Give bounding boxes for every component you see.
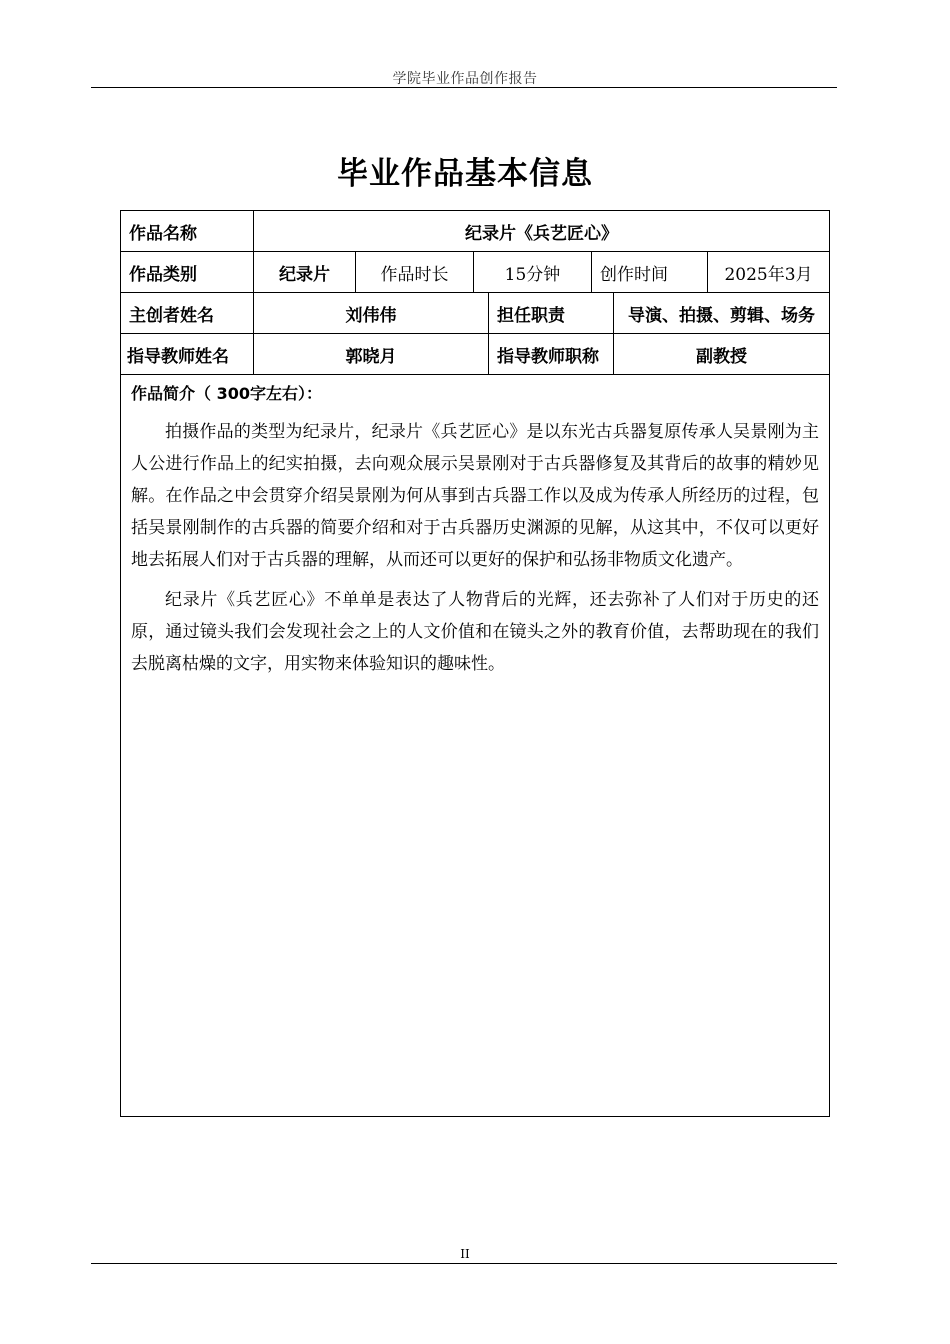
duration-label: 作品时长 <box>356 252 474 293</box>
created-label: 创作时间 <box>592 252 708 293</box>
intro-cell <box>121 375 830 1117</box>
category-value: 纪录片 <box>254 252 356 293</box>
row-creator <box>121 293 830 334</box>
row-intro <box>121 375 830 1117</box>
row-category <box>121 252 830 293</box>
role-value: 导演、拍摄、剪辑、场务 <box>614 293 830 334</box>
work-name-label: 作品名称 <box>121 211 254 252</box>
row-advisor <box>121 334 830 375</box>
intro-label: 作品简介（ 300字左右）： <box>131 384 322 403</box>
category-label: 作品类别 <box>121 252 254 293</box>
advisor-title-label: 指导教师职称 <box>489 334 614 375</box>
footer-rule <box>91 1263 837 1264</box>
advisor-label: 指导教师姓名 <box>121 334 254 375</box>
intro-paragraph-2: 纪录片《兵艺匠心》不单单是表达了人物背后的光辉，还去弥补了人们对于历史的还原，通过镜头我们会发现社会之上的人文价值和在镜头之外的教育价值，去帮助现在的我们去脱离枯燥的文字，用实物来体验知识的趣味性。 <box>131 590 820 674</box>
created-value: 2025年3月 <box>708 252 830 293</box>
info-table <box>120 210 830 1117</box>
work-name-value: 纪录片《兵艺匠心》 <box>254 211 830 252</box>
advisor-value: 郭晓月 <box>254 334 489 375</box>
advisor-title-value: 副教授 <box>614 334 830 375</box>
creator-value: 刘伟伟 <box>254 293 489 334</box>
intro-paragraph-1: 拍摄作品的类型为纪录片，纪录片《兵艺匠心》是以东光古兵器复原传承人吴景刚为主人公进行作品上的纪实拍摄，去向观众展示吴景刚对于古兵器修复及其背后的故事的精妙见解。在作品之中会贯穿介绍吴景刚为何从事到古兵器工作以及成为传承人所经历的过程，包括吴景刚制作的古兵器的简要介绍和对于古兵器历史渊源的见解，从这其中，不仅可以更好地去拓展人们对于古兵器的理解，从而还可以更好的保护和弘扬非物质文化遗产。 <box>131 422 820 570</box>
page-number: II <box>460 1247 470 1261</box>
header-rule <box>91 87 837 88</box>
page-title: 毕业作品基本信息 <box>337 156 593 192</box>
role-label: 担任职责 <box>489 293 614 334</box>
running-header: 学院毕业作品创作报告 <box>392 71 538 87</box>
creator-label: 主创者姓名 <box>121 293 254 334</box>
row-work-name <box>121 211 830 252</box>
duration-value: 15分钟 <box>474 252 592 293</box>
